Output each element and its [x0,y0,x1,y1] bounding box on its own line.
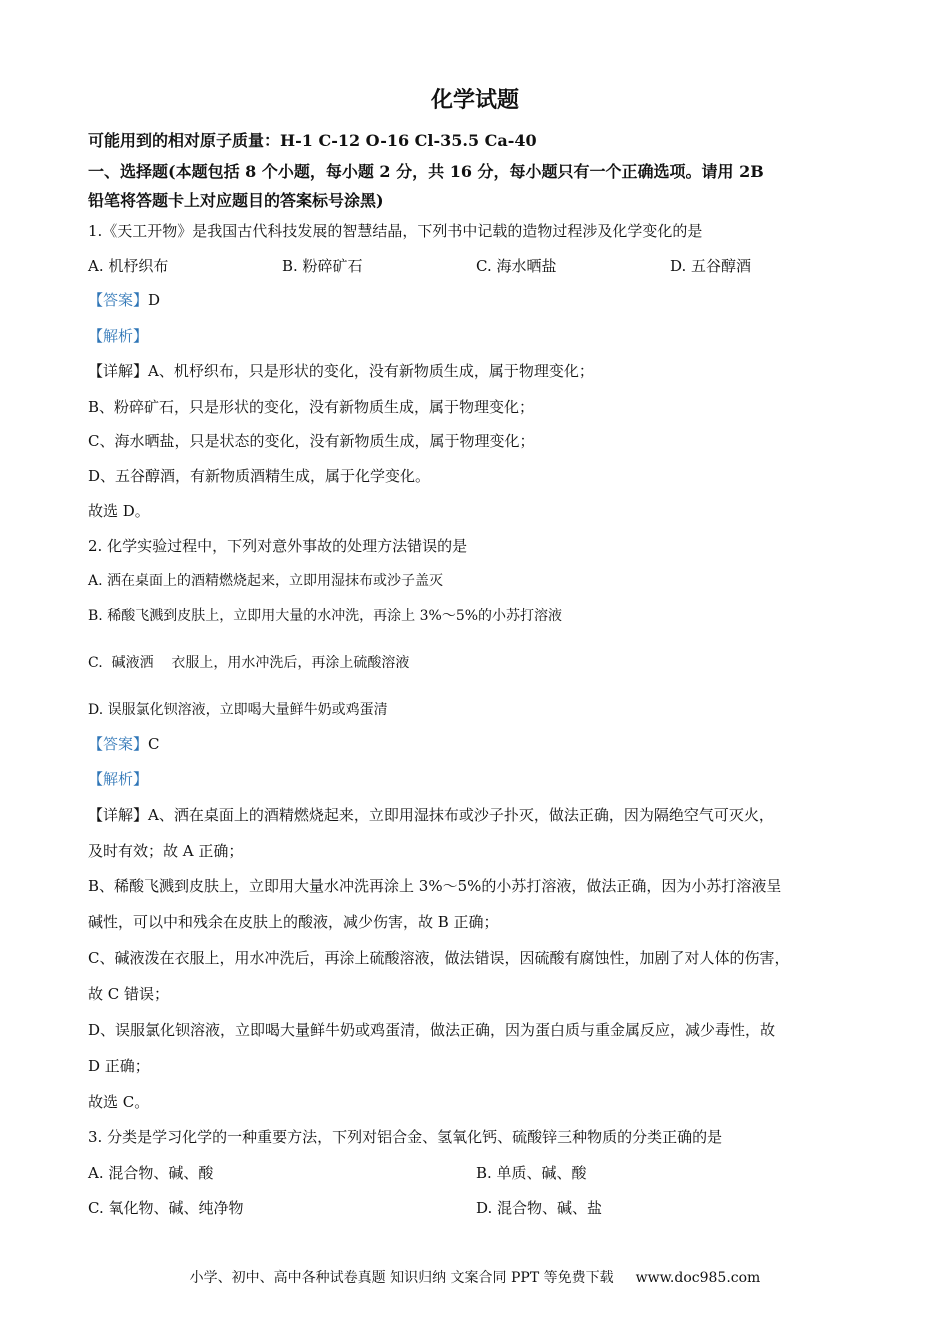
detail-tag: 【详解】 [88,362,149,380]
q2-detail-d-1: D、误服氯化钡溶液，立即喝大量鲜牛奶或鸡蛋清，做法正确，因为蛋白质与重金属反应，减少毒性，故 [88,1021,776,1039]
section-heading-line-2: 铅笔将答题卡上对应题目的答案标号涂黑) [88,191,384,210]
q2-detail-line [88,805,774,825]
q3-stem: 3. 分类是学习化学的一种重要方法，下列对铝合金、氢氧化钙、硫酸锌三种物质的分类正确的是 [88,1128,723,1146]
q2-conclusion: 故选 C。 [88,1093,150,1111]
q1-option-d: D. 五谷醇酒 [670,257,752,275]
q1-analysis-tag: 【解析】 [88,327,149,345]
answer-tag: 【答案】 [88,291,149,309]
q3-option-a: A. 混合物、碱、酸 [88,1164,214,1182]
q1-answer-line [88,290,160,310]
q1-detail-a: A、机杼织布，只是形状的变化，没有新物质生成，属于物理变化； [148,362,594,380]
footer-text: 小学、初中、高中各种试卷真题 知识归纳 文案合同 PPT 等免费下载 [189,1270,614,1286]
q1-conclusion: 故选 D。 [88,502,150,520]
q3-option-d: D. 混合物、碱、盐 [476,1199,603,1217]
q3-option-b: B. 单质、碱、酸 [476,1164,587,1182]
q2-option-d: D. 误服氯化钡溶液，立即喝大量鲜牛奶或鸡蛋清 [88,702,388,718]
section-heading-line-1: 一、选择题(本题包括 8 个小题，每小题 2 分，共 16 分，每小题只有一个正确选项。请用 2B [88,162,764,181]
q2-analysis-tag: 【解析】 [88,770,149,788]
q1-option-a: A. 机杼织布 [88,257,169,275]
q1-detail-c: C、海水晒盐，只是状态的变化，没有新物质生成，属于物理变化； [88,432,535,450]
q1-detail-b: B、粉碎矿石，只是形状的变化，没有新物质生成，属于物理变化； [88,398,535,416]
q2-answer-line [88,734,160,754]
q1-answer: D [148,291,161,309]
page-footer [0,1268,950,1288]
q3-option-c: C. 氧化物、碱、纯净物 [88,1199,244,1217]
q2-detail-c-1: C、碱液泼在衣服上，用水冲洗后，再涂上硫酸溶液，做法错误，因硫酸有腐蚀性，加剧了对人体的伤害， [88,949,790,967]
footer-link[interactable]: www.doc985.com [635,1270,761,1286]
q1-detail-line [88,361,594,381]
atomic-mass-line: 可能用到的相对原子质量：H-1 C-12 O-16 Cl-35.5 Ca-40 [88,131,537,150]
q1-detail-d: D、五谷醇酒，有新物质酒精生成，属于化学变化。 [88,467,431,485]
q2-detail-c-2: 故 C 错误； [88,985,170,1003]
q2-answer: C [148,735,160,753]
detail-tag: 【详解】 [88,806,149,824]
q2-option-a: A. 洒在桌面上的酒精燃烧起来，立即用湿抹布或沙子盖灭 [88,573,444,589]
answer-tag: 【答案】 [88,735,149,753]
q2-detail-b-1: B、稀酸飞溅到皮肤上，立即用大量水冲洗再涂上 3%～5%的小苏打溶液，做法正确，因为小苏打溶液呈 [88,877,782,895]
q2-option-c: C. 碱液洒 衣服上，用水冲洗后，再涂上硫酸溶液 [88,655,410,671]
q2-detail-b-2: 碱性，可以中和残余在皮肤上的酸液，减少伤害，故 B 正确； [88,913,499,931]
q2-option-b: B. 稀酸飞溅到皮肤上，立即用大量的水冲洗，再涂上 3%～5%的小苏打溶液 [88,608,563,624]
q1-stem: 1.《天工开物》是我国古代科技发展的智慧结晶，下列书中记载的造物过程涉及化学变化的是 [88,222,703,240]
page-title: 化学试题 [430,87,519,113]
q2-detail-a-2: 及时有效；故 A 正确； [88,842,244,860]
q1-option-c: C. 海水晒盐 [476,257,557,275]
q2-detail-d-2: D 正确； [88,1057,150,1075]
q2-stem: 2. 化学实验过程中，下列对意外事故的处理方法错误的是 [88,537,468,555]
q2-detail-a-1: A、洒在桌面上的酒精燃烧起来，立即用湿抹布或沙子扑灭，做法正确，因为隔绝空气可灭火， [148,806,774,824]
q1-option-b: B. 粉碎矿石 [282,257,363,275]
